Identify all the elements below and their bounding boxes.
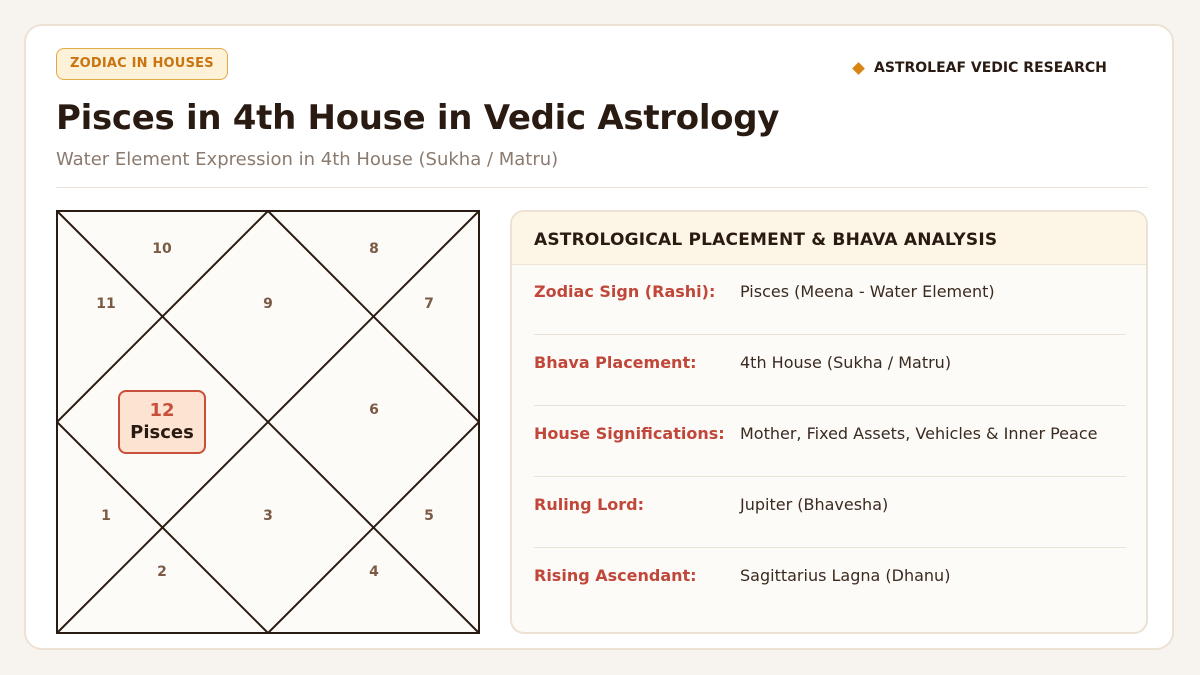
row-label: House Significations:	[534, 424, 725, 443]
analysis-row	[534, 406, 1126, 477]
house-number: 3	[263, 508, 273, 524]
row-label: Zodiac Sign (Rashi):	[534, 282, 716, 301]
row-label: Bhava Placement:	[534, 353, 697, 372]
row-value: 4th House (Sukha / Matru)	[740, 353, 952, 372]
analysis-row	[534, 264, 1126, 335]
house-number: 2	[157, 564, 167, 580]
house-number: 9	[263, 296, 273, 312]
row-value: Mother, Fixed Assets, Vehicles & Inner Peace	[740, 424, 1098, 443]
house-number: 4	[369, 564, 379, 580]
row-value: Sagittarius Lagna (Dhanu)	[740, 566, 951, 585]
diamond-icon	[852, 62, 865, 75]
analysis-row	[534, 477, 1126, 548]
category-badge[interactable]: ZODIAC IN HOUSES	[56, 48, 228, 80]
row-value: Pisces (Meena - Water Element)	[740, 282, 995, 301]
panel-heading: ASTROLOGICAL PLACEMENT & BHAVA ANALYSIS	[512, 212, 1146, 265]
house-number: 11	[96, 296, 116, 312]
page-title: Pisces in 4th House in Vedic Astrology	[56, 98, 780, 138]
analysis-panel	[510, 210, 1148, 634]
highlighted-sign: Pisces	[130, 422, 194, 443]
divider	[56, 187, 1148, 188]
house-number: 7	[424, 296, 434, 312]
highlighted-house[interactable]	[118, 390, 206, 454]
page-subtitle: Water Element Expression in 4th House (Sukha / Matru)	[56, 149, 559, 170]
brand	[854, 58, 1107, 78]
house-number: 1	[101, 508, 111, 524]
main-card	[24, 24, 1174, 650]
analysis-rows	[534, 264, 1126, 618]
brand-name: ASTROLEAF VEDIC RESEARCH	[874, 60, 1107, 76]
house-number: 5	[424, 508, 434, 524]
house-number: 8	[369, 241, 379, 257]
row-value: Jupiter (Bhavesha)	[740, 495, 889, 514]
house-number: 10	[152, 241, 172, 257]
highlighted-house-number: 12	[149, 400, 175, 421]
row-label: Rising Ascendant:	[534, 566, 697, 585]
analysis-row	[534, 548, 1126, 618]
analysis-row	[534, 335, 1126, 406]
north-indian-chart	[56, 210, 480, 634]
row-label: Ruling Lord:	[534, 495, 645, 514]
house-number: 6	[369, 402, 379, 418]
